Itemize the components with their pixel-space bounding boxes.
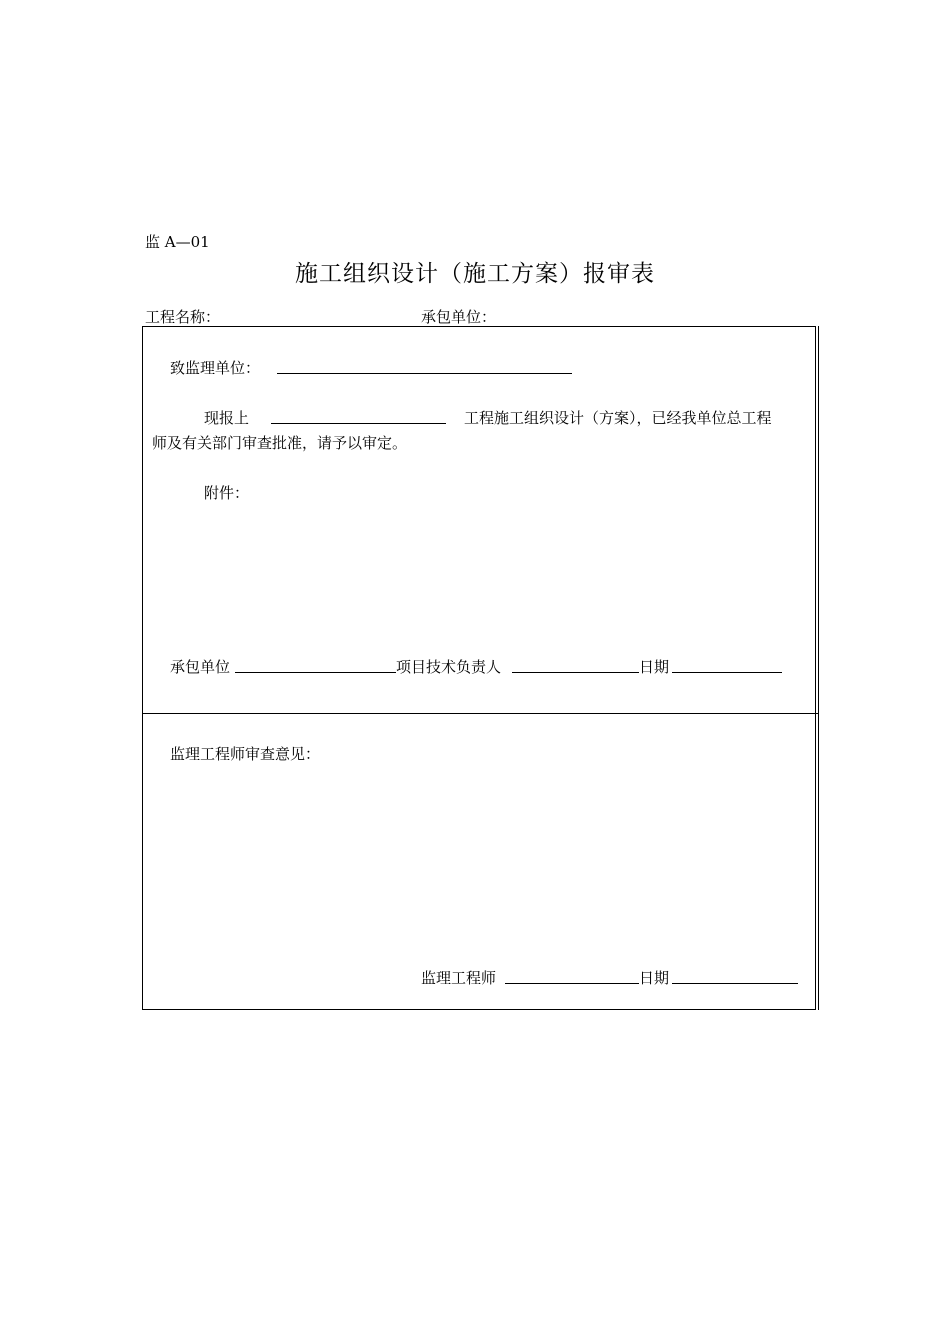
contractor-sign-field[interactable] bbox=[235, 672, 396, 673]
contractor-sign-label: 承包单位 bbox=[170, 658, 231, 676]
tech-lead-label: 项目技术负责人 bbox=[396, 658, 502, 676]
project-name-label: 工程名称： bbox=[145, 308, 221, 326]
project-name-field[interactable] bbox=[271, 423, 446, 424]
attachments-label: 附件： bbox=[204, 484, 250, 502]
table-border-right bbox=[818, 326, 819, 1010]
review-opinion-label: 监理工程师审查意见： bbox=[170, 745, 321, 763]
submission-date-label: 日期 bbox=[639, 658, 670, 676]
supervising-engineer-label: 监理工程师 bbox=[421, 969, 497, 987]
review-date-label: 日期 bbox=[639, 969, 670, 987]
form-code: 监 A—01 bbox=[145, 233, 210, 251]
submission-body-prefix: 现报上 bbox=[204, 409, 250, 427]
submission-body-line2: 师及有关部门审查批准，请予以审定。 bbox=[152, 434, 408, 452]
review-date-field[interactable] bbox=[672, 983, 798, 984]
form-title: 施工组织设计（施工方案）报审表 bbox=[295, 261, 655, 287]
supervision-unit-field[interactable] bbox=[277, 373, 572, 374]
contractor-label: 承包单位： bbox=[421, 308, 497, 326]
section-divider bbox=[142, 713, 818, 714]
supervising-engineer-sign-field[interactable] bbox=[505, 983, 639, 984]
to-supervision-unit-label: 致监理单位： bbox=[170, 359, 261, 377]
submission-body-suffix: 工程施工组织设计（方案），已经我单位总工程 bbox=[464, 409, 772, 427]
submission-date-field[interactable] bbox=[672, 672, 782, 673]
tech-lead-sign-field[interactable] bbox=[512, 672, 639, 673]
